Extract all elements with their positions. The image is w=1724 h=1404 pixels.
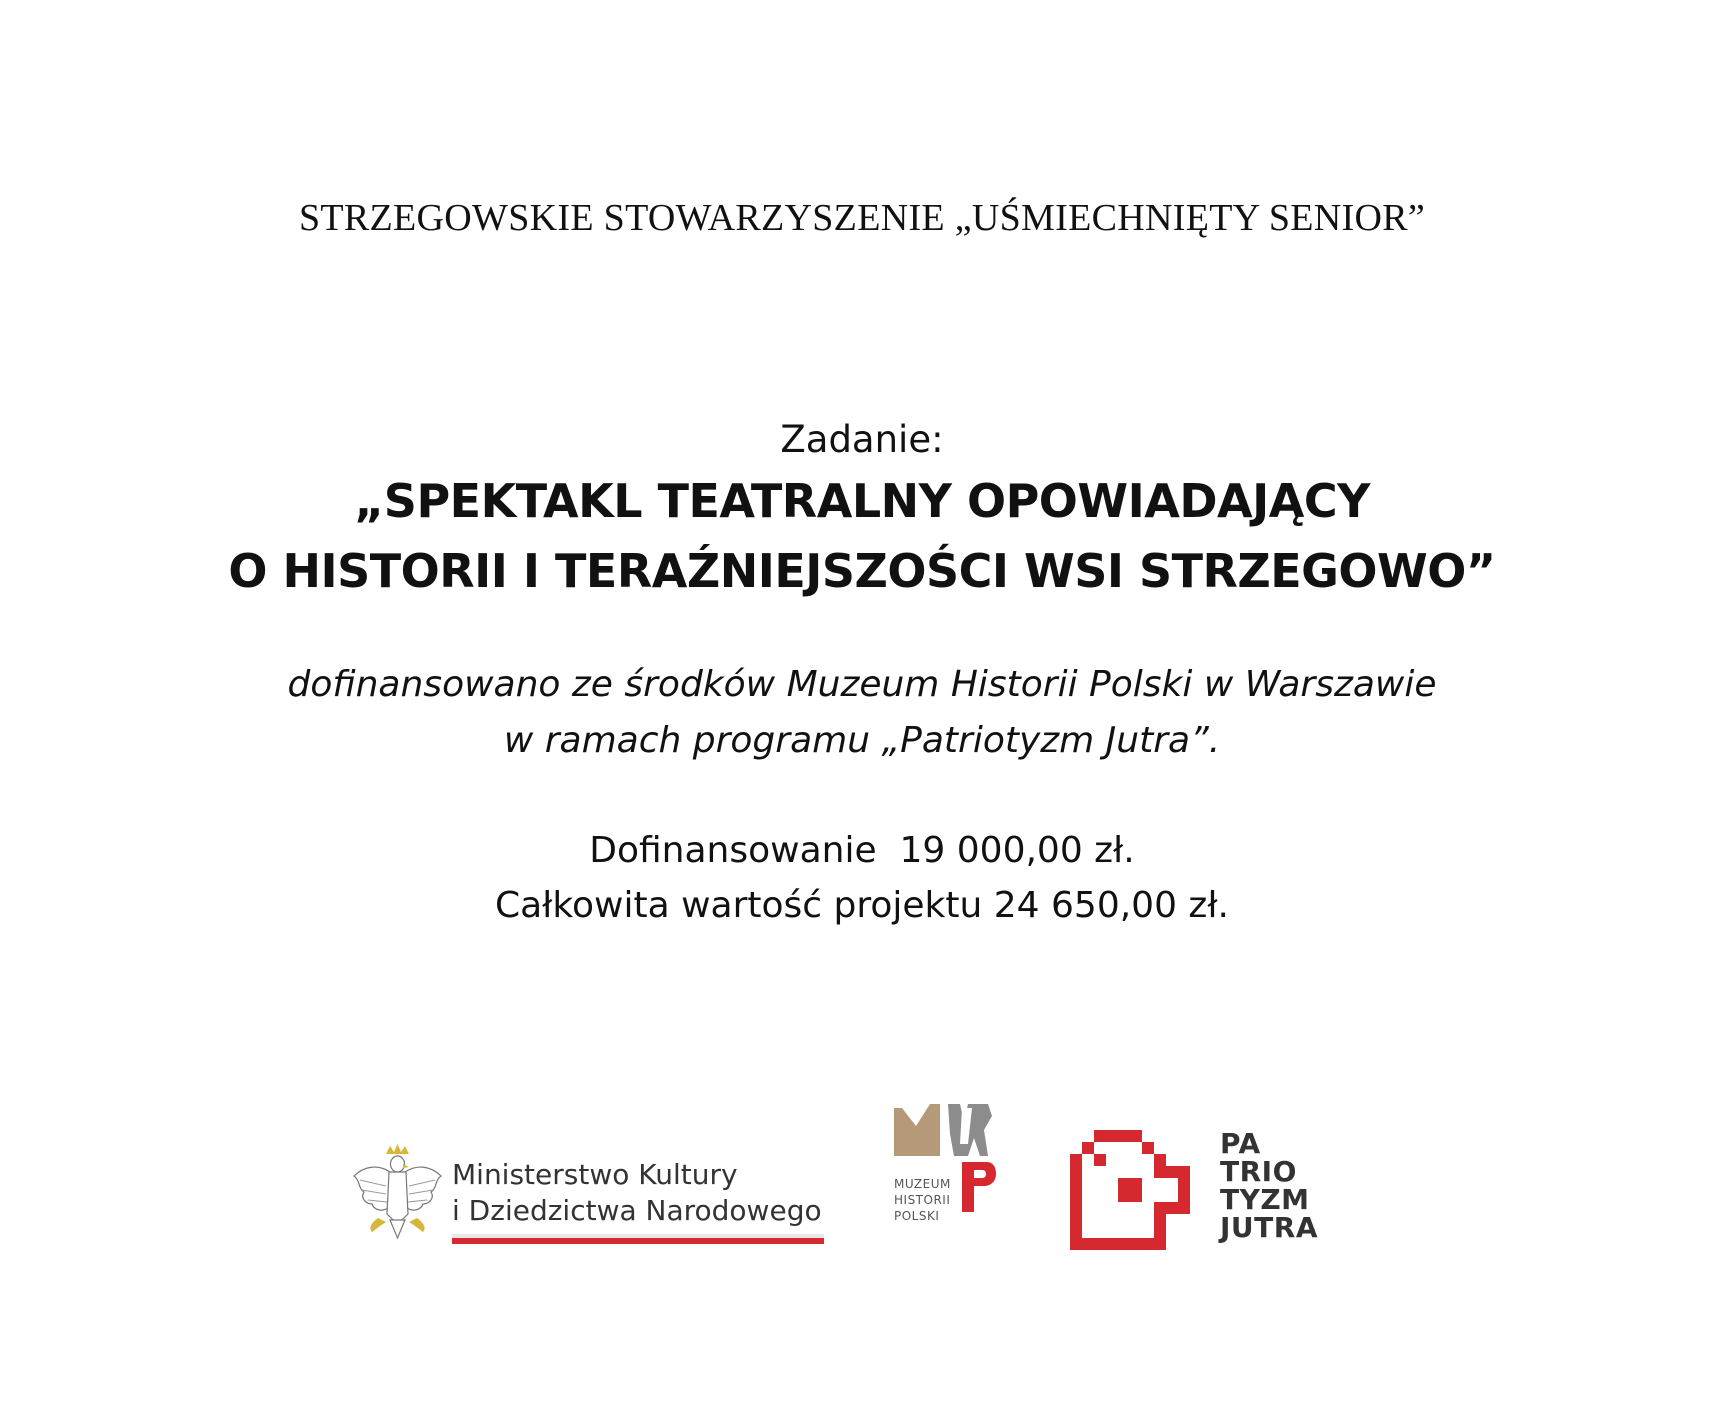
funding-note-line-1: dofinansowano ze środków Muzeum Historii Polski w Warszawie [287,664,1437,705]
museum-name-line-3: POLSKI [894,1209,940,1223]
funding-note-line-2: w ramach programu „Patriotyzm Jutra”. [503,720,1221,761]
program-logo [1070,1127,1330,1260]
total-project-value: Całkowita wartość projektu 24 650,00 zł. [494,885,1229,926]
patriotyzm-jutra-icon [1070,1130,1200,1260]
program-name-line-4: JUTRA [1220,1211,1318,1244]
subsidy-amount: Dofinansowanie 19 000,00 zł. [589,830,1135,871]
task-title-line-1: „SPEKTAKL TEATRALNY OPOWIADAJĄCY [354,474,1370,528]
ministry-logo [340,1120,840,1250]
ministry-name-line-2: i Dziedzictwa Narodowego [452,1194,822,1227]
museum-logo [888,1100,1018,1230]
program-name-line-1: PA [1220,1127,1261,1160]
program-name-line-2: TRIO [1220,1155,1297,1188]
task-label: Zadanie: [780,418,944,461]
organization-name: STRZEGOWSKIE STOWARZYSZENIE „UŚMIECHNIĘTY SENIOR” [298,197,1426,239]
polish-eagle-icon [350,1142,445,1247]
program-name-line-3: TYZM [1220,1183,1310,1216]
task-title-line-2: O HISTORII I TERAŹNIEJSZOŚCI WSI STRZEGOWO” [228,544,1496,598]
polish-flag-stripe [452,1234,824,1244]
ministry-name-line-1: Ministerstwo Kultury [452,1158,738,1191]
museum-name-line-2: HISTORII [894,1193,951,1207]
museum-name-line-1: MUZEUM [894,1177,951,1191]
